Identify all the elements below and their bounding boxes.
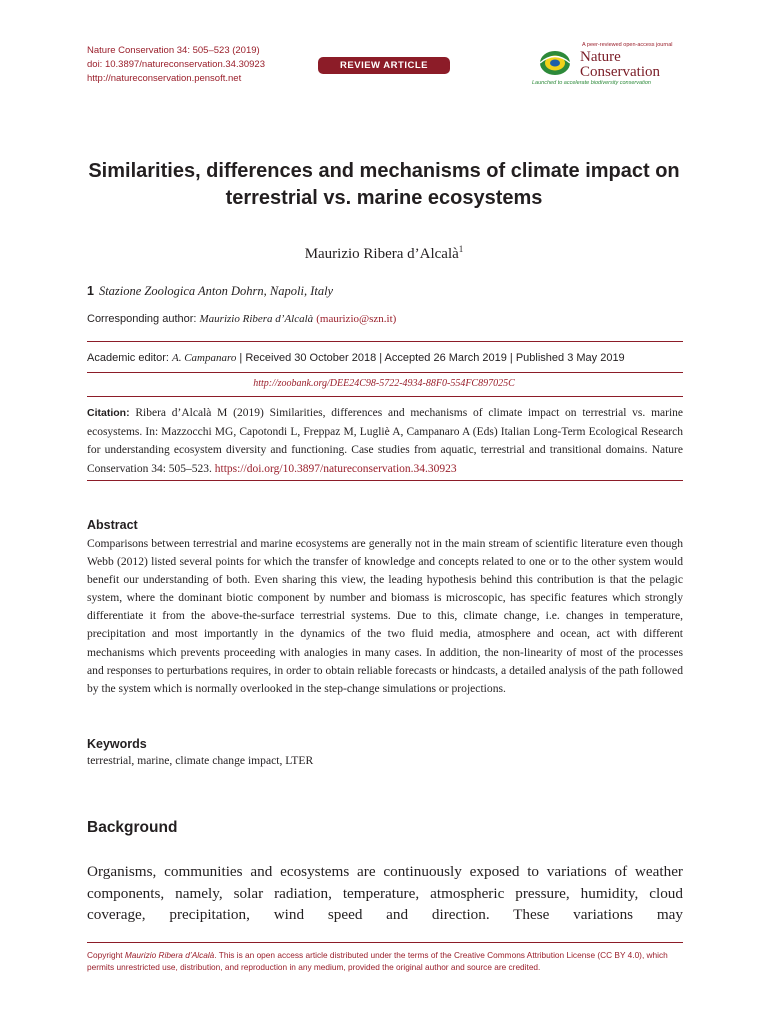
keywords-text: terrestrial, marine, climate change impact, LTER	[87, 754, 314, 767]
divider	[87, 480, 683, 481]
journal-logo	[532, 40, 686, 90]
editor-label: Academic editor:	[87, 352, 172, 364]
url-line[interactable]: http://natureconservation.pensoft.net	[87, 73, 242, 84]
article-title: Similarities, differences and mechanisms of climate impact on terrestrial vs. marine ecosystems	[88, 160, 680, 209]
corresponding-author	[87, 313, 396, 325]
journal-line: Nature Conservation 34: 505–523 (2019)	[87, 45, 260, 56]
dates-text: | Received 30 October 2018 | Accepted 26 March 2019 | Published 3 May 2019	[236, 352, 625, 364]
doi-line[interactable]: doi: 10.3897/natureconservation.34.30923	[87, 59, 265, 70]
review-article-badge: REVIEW ARTICLE	[318, 57, 450, 74]
logo-name-nature: Nature	[580, 49, 621, 65]
author-line	[0, 244, 768, 263]
abstract-heading: Abstract	[87, 518, 138, 532]
background-heading: Background	[87, 819, 178, 836]
copyright-prefix: Copyright	[87, 950, 125, 960]
copyright-text: . This is an open access article distributed under the terms of the Creative Commons Attribution License (CC BY 4.0), which permits unrestricted use, distribution, and reproduction in any medium, provided the original author and source are credited.	[87, 950, 668, 972]
divider	[87, 341, 683, 342]
affiliation-text: Stazione Zoologica Anton Dohrn, Napoli, Italy	[98, 284, 334, 298]
zoobank-link[interactable]: http://zoobank.org/DEE24C98-5722-4934-88F0-554FC897025C	[253, 378, 515, 389]
affiliation	[87, 284, 333, 299]
affiliation-number: 1	[87, 284, 94, 298]
keywords-heading: Keywords	[87, 737, 147, 751]
corresponding-email[interactable]: (maurizio@szn.it)	[316, 313, 397, 325]
copyright-holder: Maurizio Ribera d’Alcalà	[124, 950, 215, 960]
author-affiliation-marker: 1	[458, 244, 464, 254]
editor-name: A. Campanaro	[171, 352, 237, 364]
abstract-text: Comparisons between terrestrial and marine ecosystems are generally not in the main stream of scientific literature even though Webb (2012) listed several points for which the transfer of knowledge and concepts related to one or to the other system would benefit our understanding of both. Even sharing this view, the leading hypothesis behind this contribution is that the pelagic system, where the dominant biotic component by number and biomass is microscopic, has specific features which strongly differentiate it from the above-the-surface terrestrial systems. Due to this, climate change, i.e. changes in temperature, precipitation and most importantly in the dynamics of the two fluid media, atmosphere and ocean, act with different mechanisms which prevents proceeding with analogies in many cases. In addition, the non-linearity of most of the processes and responses to perturbations requires, in order to obtain reliable forecasts or hindcasts, a detailed analysis of the path followed by the system which is normally overlooked in the step-change simulations or projections.	[87, 537, 683, 695]
journal-meta	[87, 44, 265, 86]
corresponding-label: Corresponding author:	[87, 313, 200, 325]
divider	[87, 372, 683, 373]
globe-logo-icon	[538, 48, 572, 78]
citation-doi-link[interactable]: https://doi.org/10.3897/natureconservation.34.30923	[214, 462, 457, 475]
divider	[87, 396, 683, 397]
citation	[87, 404, 683, 478]
copyright-notice	[87, 949, 683, 973]
background-text: Organisms, communities and ecosystems are continuously exposed to variations of weather components, namely, solar radiation, temperature, atmospheric pressure, humidity, cloud coverage, precipitation, wind speed and direction. These variations may	[87, 863, 683, 923]
logo-name-conservation: Conservation	[580, 64, 660, 80]
divider	[87, 942, 683, 943]
citation-label: Citation:	[87, 407, 130, 419]
author-name: Maurizio Ribera d’Alcalà	[304, 246, 459, 262]
logo-subtitle: Launched to accelerate biodiversity conservation	[532, 80, 651, 86]
logo-tagline: A peer-reviewed open-access journal	[582, 42, 673, 48]
dates-line	[87, 352, 683, 364]
corresponding-name: Maurizio Ribera d’Alcalà	[199, 313, 314, 325]
citation-text: Ribera d’Alcalà M (2019) Similarities, differences and mechanisms of climate impact on terrestrial vs. marine ecosystems. In: Mazzocchi MG, Capotondi L, Freppaz M, Lugliè A, Campanaro A (Eds) Italian Long-Term Ecological Research for understanding ecosystem diversity and functioning. Case studies from aquatic, terrestrial and transitional domains. Nature Conservation 34: 505–523.	[87, 407, 683, 475]
